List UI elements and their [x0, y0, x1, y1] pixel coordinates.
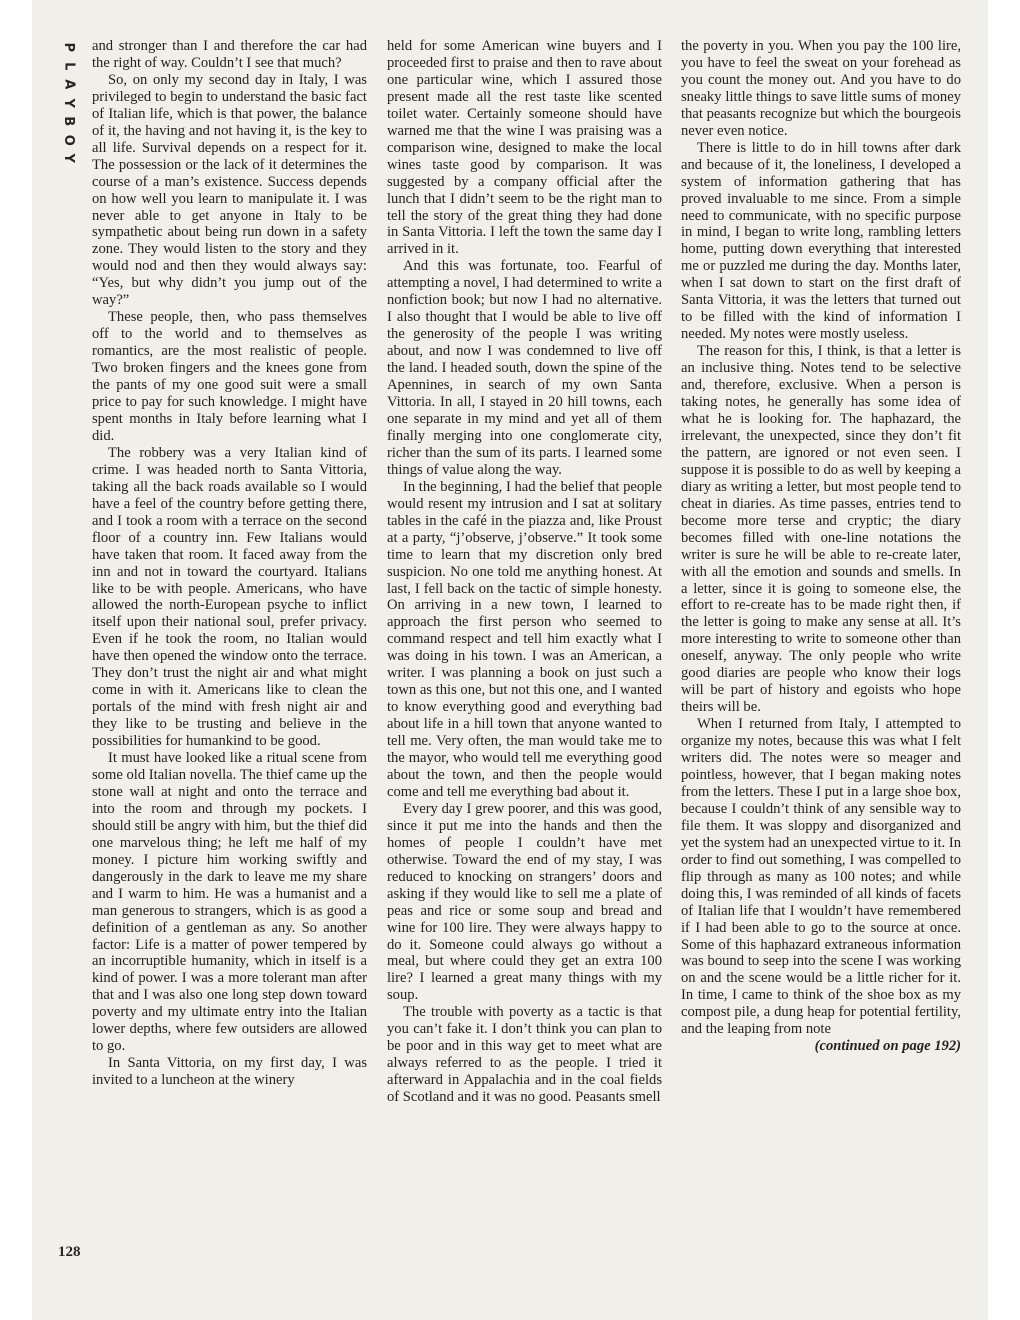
text-column-3 — [681, 38, 961, 1055]
paragraph: These people, then, who pass themselves off to the world and to themselves as romantics, are the most realistic of people. Two broken fingers and the knees gone from the pants of my one good suit were a small price to pay for such knowledge. I might have spent months in Italy before learning what I did. — [92, 309, 367, 444]
masthead-letter: Y — [61, 98, 77, 108]
paragraph: In the beginning, I had the belief that people would resent my intrusion and I sat at solitary tables in the café in the piazza and, like Proust at a party, “j’observe, j’observe.” It took some time to learn that my discretion only bred suspicion. No one told me anything honest. At last, I fell back on the tactic of simple honesty. On arriving in a new town, I learned to approach the first person who seemed to command respect and tell him exactly what I was doing in his town. I was an American, a writer. I was planning a book on just such a town as this one, but not this one, and I wanted to know everything good and everything bad about life in a hill town that anyone wanted to tell me. Very often, the man would take me to the mayor, who would tell me everything good about the town, and then the people would come and tell me everything bad about it. — [387, 478, 662, 800]
paragraph: Every day I grew poorer, and this was good, since it put me into the hands and then the homes of people I couldn’t have met otherwise. Toward the end of my stay, I was reduced to knocking on strangers’ doors and asking if they would like to sell me a plate of peas and rice or some soup and bread and wine for 100 lire. They were always happy to do it. Someone could always go without a meal, but where could they get an extra 100 lire? I learned a great many things with my soup. — [387, 800, 662, 1004]
paragraph: held for some American wine buyers and I proceeded first to praise and then to rave about one particular wine, which I assured those present made all the rest taste like scented toilet water. Certainly someone should have warned me that the wine I was praising was a comparison wine, designed to make the local wines taste good by comparison. It was suggested by a company official after the lunch that I didn’t seem to be the right man to tell the story of the great thing they had done in Santa Vittoria. I left the town the same day I arrived in it. — [387, 38, 662, 258]
paragraph: So, on only my second day in Italy, I was privileged to begin to understand the basic fact of Italian life, which is that power, the balance of it, the having and not having it, is the key to all life. Survival depends on a respect for it. The possession or the lack of it determines the course of a man’s existence. Success depends on how well you learn to manipulate it. I was never able to get anyone in Italy to be sympathetic about being run down in a safety zone. They would listen to the story and they would nod and then they would always say: “Yes, but why didn’t you jump out of the way?” — [92, 71, 367, 309]
masthead-letter: O — [61, 134, 77, 146]
masthead-letter: Y — [61, 153, 77, 163]
masthead-letter: P — [61, 42, 77, 53]
masthead-letter: B — [61, 116, 77, 127]
text-column-2 — [387, 38, 662, 1106]
text-column-1 — [92, 38, 367, 1089]
paragraph: And this was fortunate, too. Fearful of attempting a novel, I had determined to write a nonfiction book; but now I had no alternative. I also thought that I would be able to live off the generosity of the people I was writing about, and now I was condemned to live off the land. I headed south, down the spine of the Apennines, in search of my own Santa Vittoria. In all, I stayed in 20 hill towns, each one separate in my mind and yet all of them finally merging into one conglomerate city, richer than the sum of its parts. I learned some things of value along the way. — [387, 258, 662, 478]
paragraph: When I returned from Italy, I attempted to organize my notes, because this was what I felt writers did. The notes were so meager and pointless, however, that I began making notes from the letters. These I put in a large shoe box, because I couldn’t think of any sensible way to file them. It was sloppy and disorganized and yet the system had an unexpected virtue to it. In order to find out something, I was compelled to flip through as many as 100 notes; and while doing this, I was reminded of all kinds of facets of Italian life that I wouldn’t have remembered if I had been able to go to the source at once. Some of this haphazard extraneous information was bound to seep into the scene I was working on and the scene would be a little richer for it. In time, I came to think of the shoe box as my compost pile, a dung heap for potential fertility, and the leaping from note — [681, 716, 961, 1038]
paragraph: It must have looked like a ritual scene from some old Italian novella. The thief came up the stone wall at night and onto the terrace and into the room and through my pockets. I should still be angry with him, but the thief did one marvelous thing; he left me half of my money. I picture him working swiftly and dangerously in the dark to leave me my share and I warm to him. He was a humanist and a man generous to strangers, which is as good a definition of a gentleman as any. So another factor: Life is a matter of power tempered by an incorruptible humanity, which in itself is a kind of power. I was a more tolerant man after that and I was also one long step down toward poverty and my ultimate entry into the Italian lower depths, where few outsiders are allowed to go. — [92, 750, 367, 1055]
paragraph: In Santa Vittoria, on my first day, I was invited to a luncheon at the winery — [92, 1055, 367, 1089]
paragraph: There is little to do in hill towns after dark and because of it, the loneliness, I developed a system of information gathering that has proved invaluable to me since. From a simple need to communicate, with no specific purpose in mind, I began to write long, rambling letters home, putting down everything that interested me or puzzled me during the day. Months later, when I sat down to start on the first draft of Santa Vittoria, it was the letters that turned out to be filled with the kind of information I needed. My notes were mostly useless. — [681, 139, 961, 343]
magazine-page — [32, 0, 988, 1320]
paragraph: The robbery was a very Italian kind of crime. I was headed north to Santa Vittoria, taking all the back roads available so I would have a feel of the country before getting there, and I took a room with a terrace on the second floor of a country inn. Few Italians would have taken that room. It faced away from the inn and not in toward the courtyard. Italians like to be with people. Americans, who have allowed the north-European psyche to inflict itself upon their national soul, prefer privacy. Even if he took the room, no Italian would have then opened the window onto the terrace. They don’t trust the night air and what might come in with it. Americans like to clean the portals of the mind with fresh night air and they like to be trusting and believe in the possibilities for humankind to be good. — [92, 444, 367, 750]
page-number: 128 — [58, 1244, 81, 1260]
paragraph: and stronger than I and therefore the car had the right of way. Couldn’t I see that much? — [92, 38, 367, 71]
paragraph: The reason for this, I think, is that a letter is an inclusive thing. Notes tend to be selective and, therefore, exclusive. When a person is taking notes, he generally has some idea of what he is looking for. The haphazard, the irrelevant, the unexpected, since they don’t fit the pattern, are ignored or not even seen. I suppose it is possible to do as well by keeping a diary as writing a letter, but most people tend to cheat in diaries. As time passes, entries tend to become more terse and cryptic; the diary becomes filled with one-line notations the writer is sure he will be able to re-create later, with all the emotion and sounds and smells. In a letter, since it is going to someone else, the effort to re-create has to be made right then, if the letter is going to make any sense at all. It’s more interesting to write to someone other than oneself, anyway. The only people who write good diaries are people who know their logs will be part of history and egoists who hope theirs will be. — [681, 343, 961, 716]
masthead-letter: L — [61, 61, 77, 70]
paragraph: The trouble with poverty as a tactic is that you can’t fake it. I don’t think you can plan to be poor and in this way get to meet what are always referred to as the people. I tried it afterward in Appalachia and in the coal fields of Scotland and it was no good. Peasants smell — [387, 1004, 662, 1106]
masthead — [58, 38, 78, 168]
masthead-letter: A — [61, 79, 77, 90]
continued-note: (continued on page 192) — [814, 1038, 961, 1055]
paragraph: the poverty in you. When you pay the 100 lire, you have to feel the sweat on your forehead as you count the money out. And you have to do sneaky little things to save little sums of money that peasants recognize but which the bourgeois never even notice. — [681, 38, 961, 139]
